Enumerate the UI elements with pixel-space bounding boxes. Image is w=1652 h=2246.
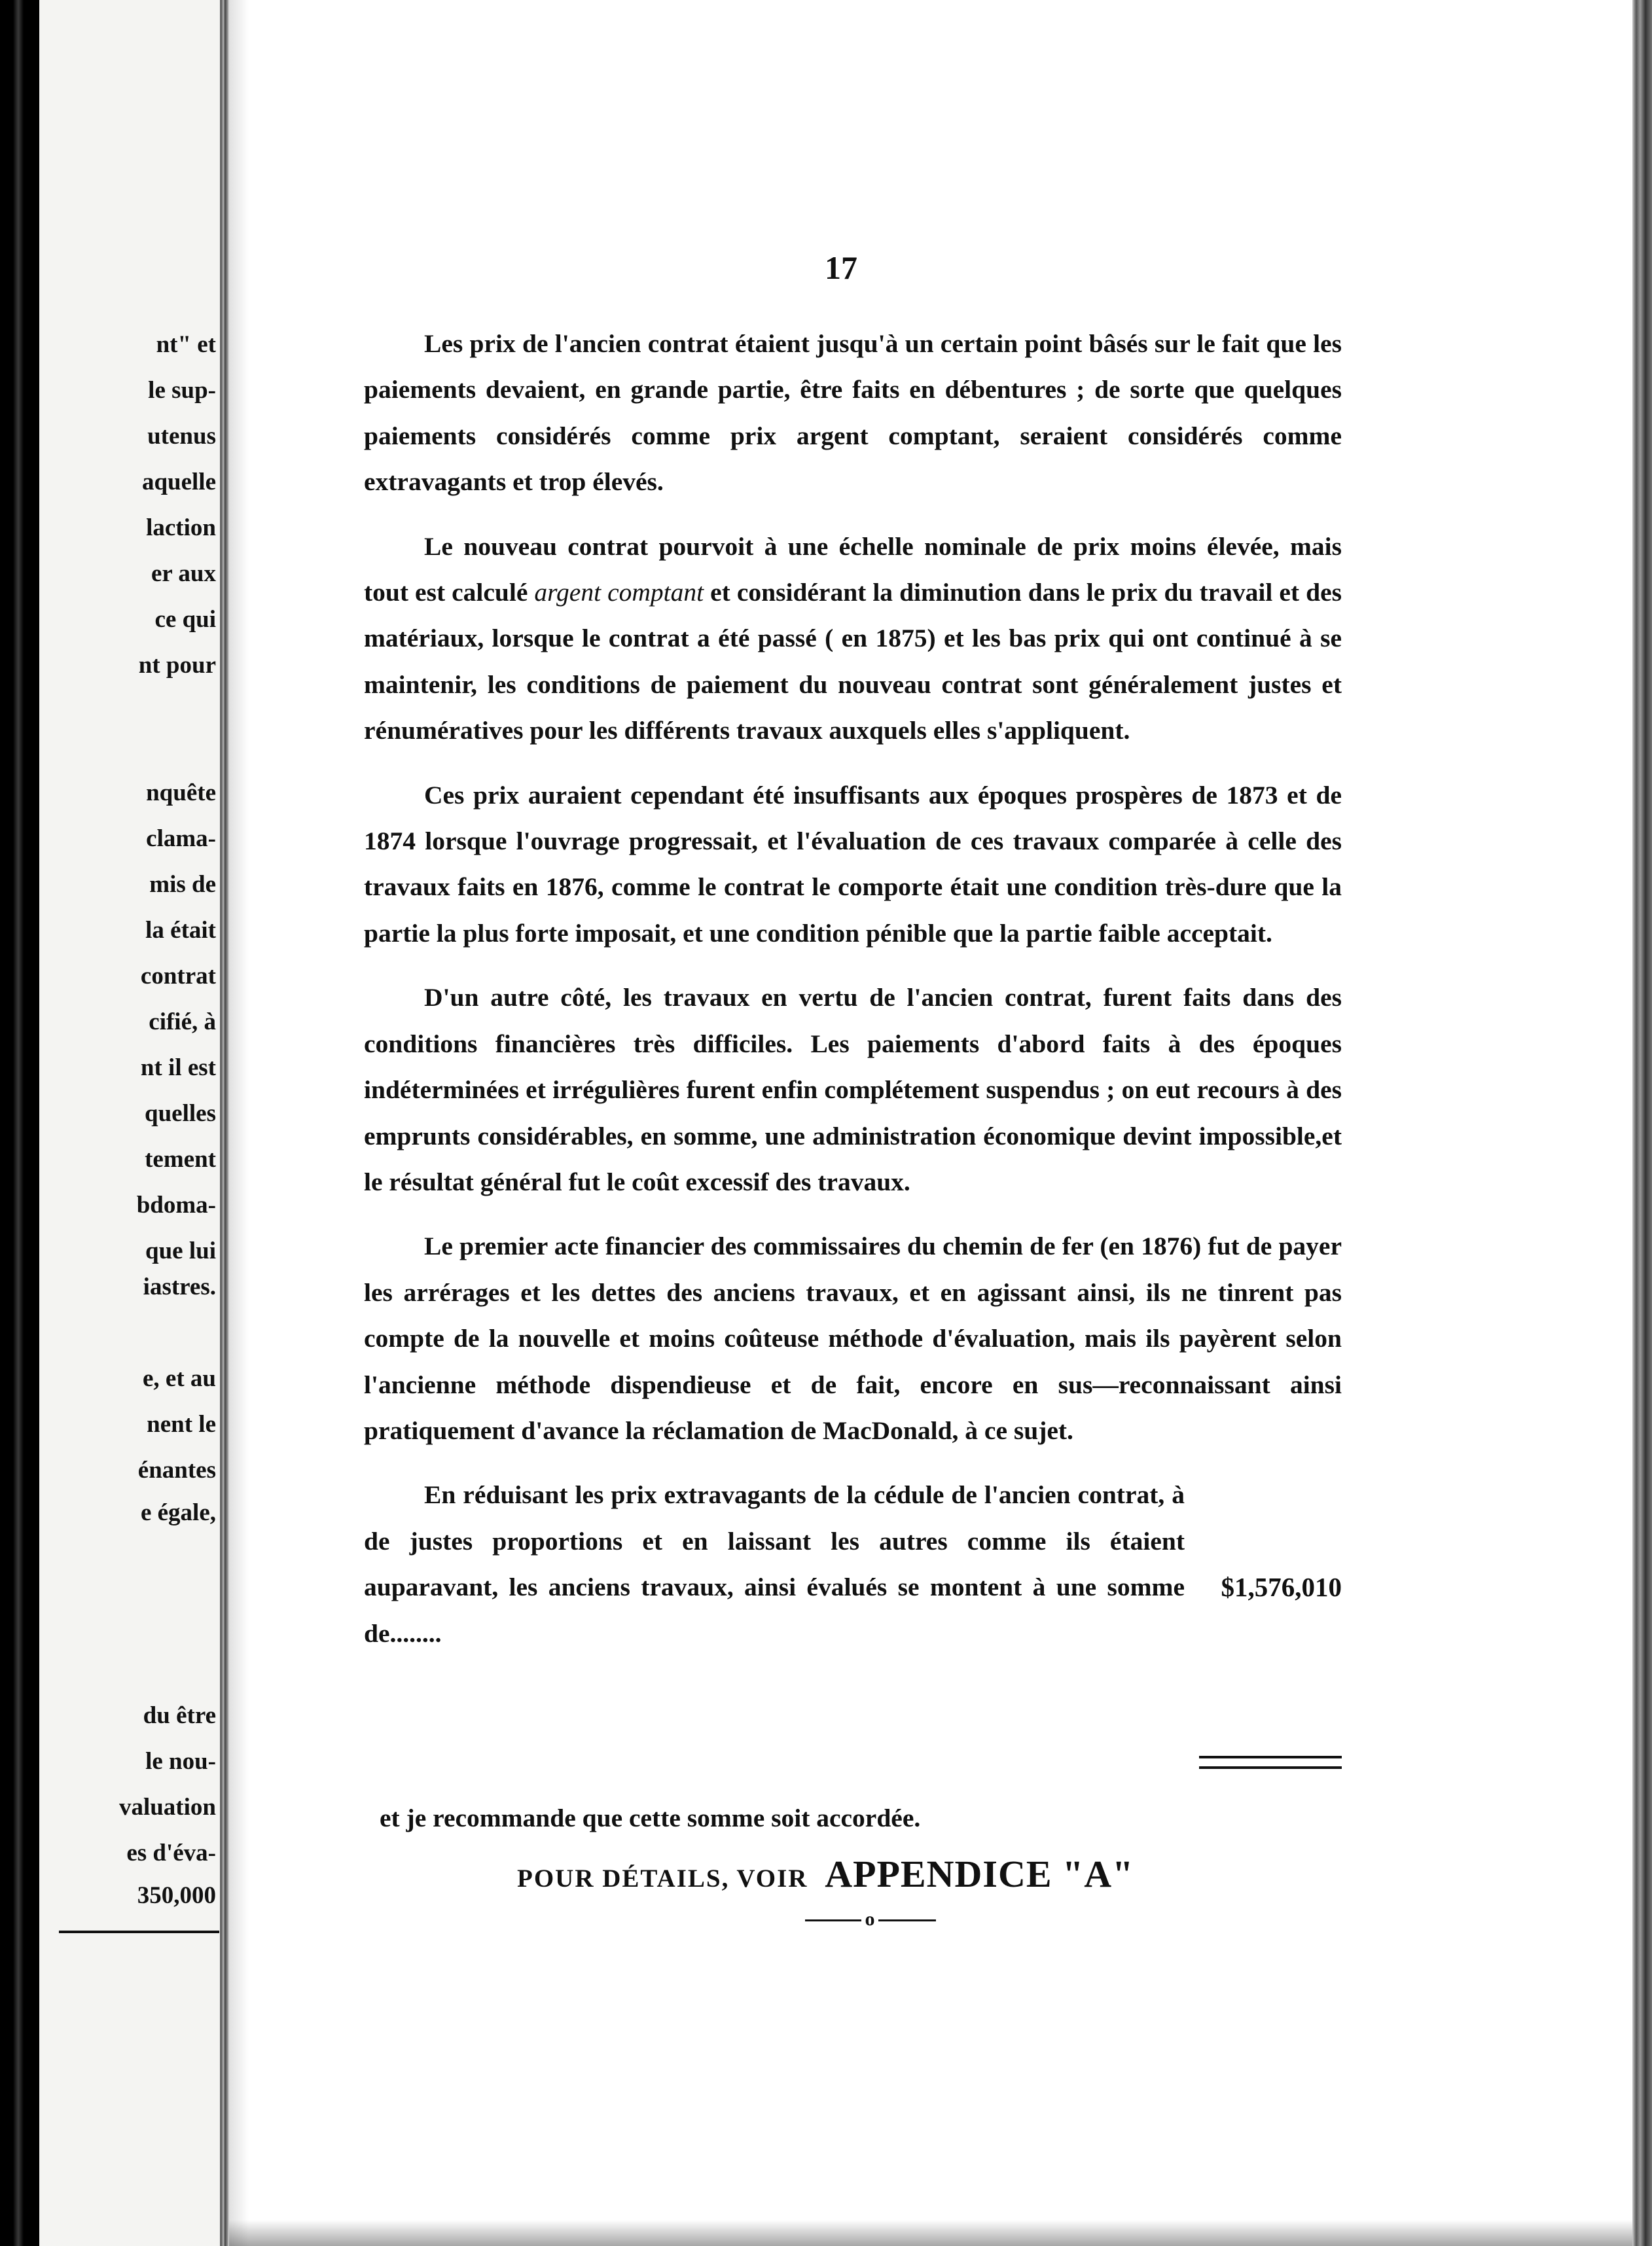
left-fragment: ce qui [154,606,216,633]
recommendation-line: et je recommande que cette somme soit accordée. [380,1804,921,1832]
left-fragment: iastres. [143,1274,216,1300]
left-fragment: le nou- [145,1748,216,1775]
left-fragment: nent le [147,1411,216,1438]
paragraph: D'un autre côté, les travaux en vertu de l'ancien contrat, furent faits dans des conditions financières très difficiles. Les paiements d'abord faits à des époques indéterminées et irrégulières furent enfin complétement suspendus ; on eut recours à des emprunts considérables, en somme, une administration économique devint impossible,et le résultat général fut le coût excessif des travaux. [364,983,1342,1196]
left-fragment: quelles [145,1100,216,1127]
total-double-rule [1199,1756,1342,1769]
italic-emphasis: argent comptant [534,578,704,607]
scan-border-left [0,0,39,2246]
left-fragment: mis de [149,871,216,898]
left-fragment: énantes [137,1457,216,1484]
page-number: 17 [825,249,857,286]
left-fragment: du être [143,1702,216,1729]
left-fragment: valuation [118,1794,216,1821]
left-fragment: nt pour [138,652,216,679]
left-fragment: nt il est [140,1054,216,1081]
left-fragment: 350,000 [137,1882,216,1909]
total-paragraph [364,1472,1342,1656]
left-fragment: e égale, [140,1499,216,1526]
document-body [364,321,1342,1656]
left-fragment: utenus [147,423,216,450]
total-amount: $1,576,010 [1221,1572,1342,1603]
end-ornament [805,1908,936,1931]
page-gutter [220,0,229,2246]
appendix-prefix: POUR DÉTAILS, VOIR [517,1864,808,1893]
left-fragment: er aux [151,560,216,587]
left-fragment: e, et au [143,1365,216,1392]
left-fragment: es d'éva- [126,1840,216,1866]
left-fragment: nquête [146,779,216,806]
paragraph: En réduisant les prix extravagants de la cédule de l'ancien contrat, à de justes proportions et en laissant les autres comme ils étaient auparavant, les anciens travaux, ainsi évalués se montent à une somme de........ [364,1480,1185,1648]
gutter-shadow [229,0,249,2246]
left-fragment: laction [146,514,216,541]
paragraph: Le nouveau contrat pourvoit à une échelle nominale de prix moins élevée, mais tout est calculé argent comptant et considérant la diminution dans le prix du travail et des matériaux, lorsque le contrat a été passé ( en 1875) et les bas prix qui ont continué à se maintenir, les conditions de paiement du nouveau contrat sont généralement justes et rénumératives pour les différents travaux auxquels elles s'appliquent. [364,531,1342,745]
left-fragment: nt" et [156,331,216,358]
left-fragment: bdoma- [136,1192,216,1219]
facing-page-fragment [39,0,223,2246]
left-fragment: tement [145,1146,216,1173]
left-fragment: clama- [146,825,216,852]
left-fragment: aquelle [141,469,216,495]
left-fragment: cifié, à [149,1008,216,1035]
paragraph: Ces prix auraient cependant été insuffisants aux époques prospères de 1873 et de 1874 lorsque l'ouvrage progressait, et l'évaluation de ces travaux comparée à celle des travaux faits en 1876, comme le contrat le comporte était une condition très-dure que la partie la plus forte imposait, et une condition pénible que la partie faible acceptait. [364,780,1342,948]
page-bottom-shadow [229,2220,1632,2246]
left-fragment: la était [145,917,216,944]
appendix-reference [517,1852,1134,1896]
appendix-title: APPENDICE "A" [825,1853,1134,1895]
end-ornament-circle: o [861,1911,878,1928]
left-fragment: contrat [140,963,216,989]
left-fragment: le sup- [148,377,216,404]
paragraph: Le premier acte financier des commissaires du chemin de fer (en 1876) fut de payer les arrérages et les dettes des anciens travaux, et en agissant ainsi, ils ne tinrent pas compte de la nouvelle et moins coûteuse méthode d'évaluation, mais ils payèrent selon l'ancienne méthode dispendieuse et de fait, encore en sus—reconnaissant ainsi pratiquement d'avance la réclamation de MacDonald, à ce sujet. [364,1232,1342,1445]
scan-border-right [1632,0,1652,2246]
left-fragment-rule [59,1931,219,1933]
left-fragment: que lui [145,1238,216,1264]
paragraph: Les prix de l'ancien contrat étaient jusqu'à un certain point bâsés sur le fait que les paiements devaient, en grande partie, être faits en débentures ; de sorte que quelques paiements considérés comme prix argent comptant, seraient considérés comme extravagants et trop élevés. [364,329,1342,497]
